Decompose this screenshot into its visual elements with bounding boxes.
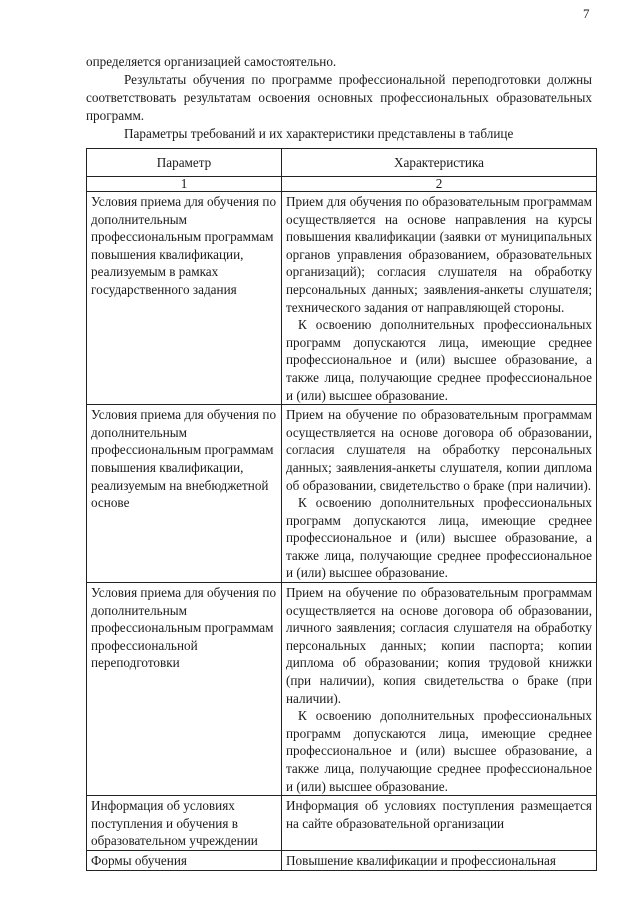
table-header-row [87,149,597,177]
row-parameter: Условия приема для обучения по дополнительным профессиональным программам профессиональной переподготовки [87,583,282,796]
column-number-2: 2 [282,177,597,192]
characteristic-paragraph: Информация об условиях поступления размещается на сайте образовательной организации [286,798,592,831]
characteristic-paragraph: Повышение квалификации и профессиональная [286,852,556,868]
characteristic-paragraph: Прием на обучение по образовательным программам осуществляется на основе договора об образовании, личного заявления; согласия слушателя на обработку персональных данных; копии паспорта; копии диплома об образовании; копия трудовой книжки (при наличии), копия свидетельства о браке (при наличии). [286,585,592,706]
intro-text [86,53,592,143]
row-parameter: Формы обучения [87,850,282,870]
row-characteristic [282,192,597,405]
intro-line-1: определяется организацией самостоятельно. [86,54,337,69]
page-number: 7 [583,6,590,21]
column-number-1: 1 [87,177,282,192]
characteristic-paragraph: К освоению дополнительных профессиональных программ допускаются лица, имеющие среднее профессиональное и (или) высшее образование, а также лица, получающие среднее профессиональное и (или) высшее образование. [286,495,592,581]
row-characteristic [282,796,597,851]
row-characteristic [282,583,597,796]
header-characteristic: Характеристика [282,149,597,177]
table-row [87,583,597,796]
row-characteristic [282,405,597,583]
table-row [87,796,597,851]
table-row [87,850,597,870]
characteristic-paragraph: Прием для обучения по образовательным программам осуществляется на основе направления на курсы повышения квалификации (заявки от муниципальных органов управления образованием, образовательных организаций); согласия слушателя на обработку персональных данных; заявления-анкеты слушателя; технического задания от направляющей стороны. [286,194,592,315]
characteristic-paragraph: К освоению дополнительных профессиональных программ допускаются лица, имеющие среднее профессиональное и (или) высшее образование, а также лица, получающие среднее профессиональное и (или) высшее образование. [286,317,592,403]
table-row [87,405,597,583]
characteristic-paragraph: Прием на обучение по образовательным программам осуществляется на основе договора об образовании, согласия слушателя на обработку персональных данных; заявления-анкеты слушателя, копии диплома об образовании, свидетельство о браке (при наличии). [286,407,592,493]
intro-paragraph-3: Параметры требований и их характеристики представлены в таблице [124,126,514,141]
row-characteristic [282,850,597,870]
row-parameter: Информация об условиях поступления и обучения в образовательном учреждении [87,796,282,851]
row-parameter: Условия приема для обучения по дополнительным профессиональным программам повышения квалификации, реализуемым в рамках государственного задания [87,192,282,405]
header-parameter: Параметр [87,149,282,177]
column-number-row [87,177,597,192]
characteristic-paragraph: К освоению дополнительных профессиональных программ допускаются лица, имеющие среднее профессиональное и (или) высшее образование, а также лица, получающие среднее профессиональное и (или) высшее образование. [286,708,592,794]
table-row [87,192,597,405]
intro-paragraph-2: Результаты обучения по программе профессиональной переподготовки должны соответствовать результатам освоения основных профессиональных образовательных программ. [86,72,592,123]
requirements-table [86,148,597,871]
row-parameter: Условия приема для обучения по дополнительным профессиональным программам повышения квалификации, реализуемым на внебюджетной основе [87,405,282,583]
